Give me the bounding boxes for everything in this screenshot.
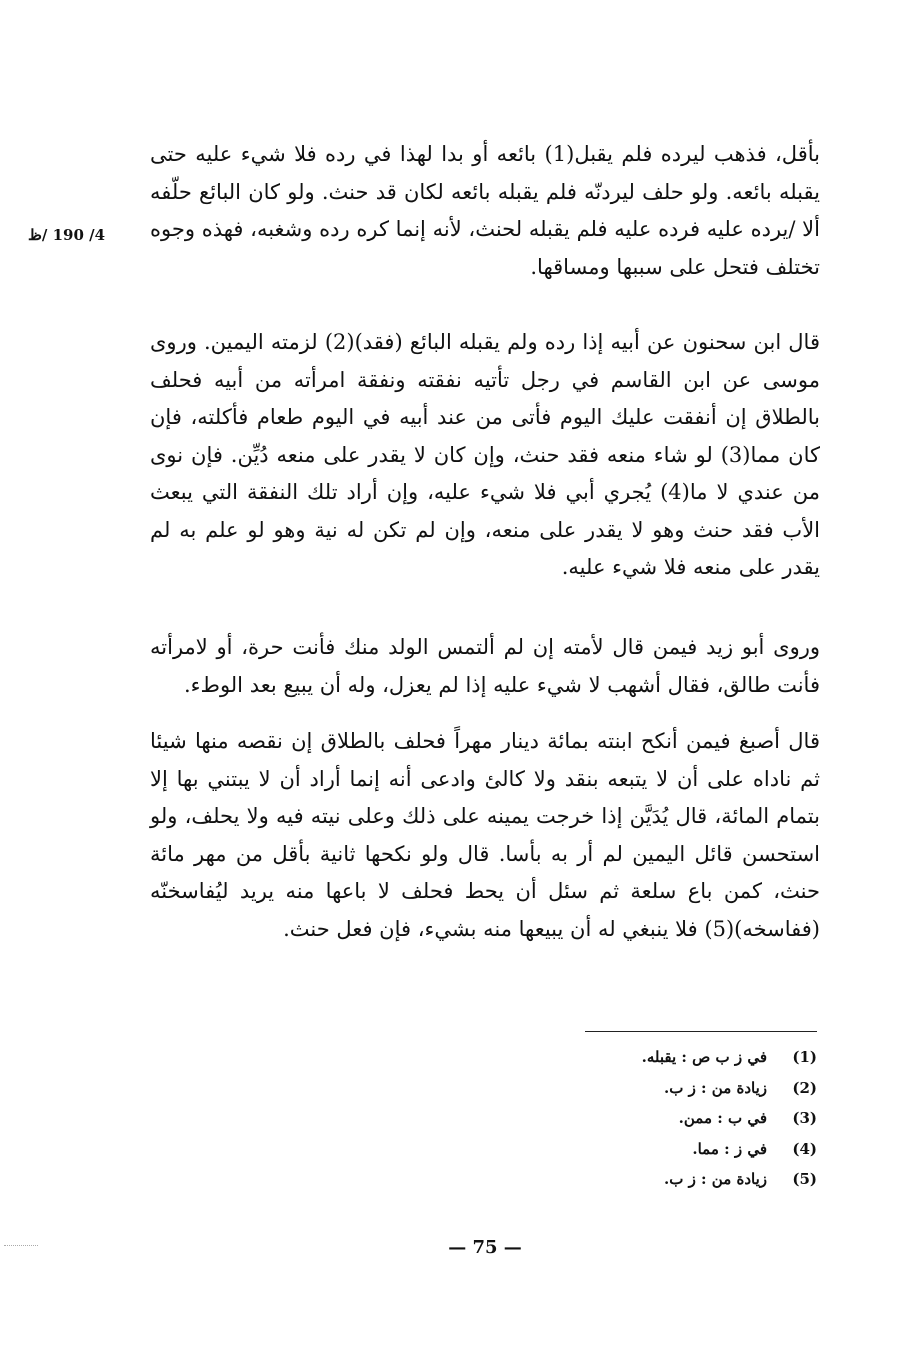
paragraph-1: [150, 136, 820, 286]
footnote-number: (4): [792, 1139, 817, 1158]
footnote: [520, 1164, 817, 1195]
paragraph-text: قال أصبغ فيمن أنكح ابنته بمائة دينار مهراً فحلف بالطلاق إن نقصه منها شيئا ثم ناداه على أن لا يتبعه بنقد ولا كالئ وادعى أنه إنما أراد أن لا يبتني بها إلا بتمام المائة، قال يُدَيَّن إذا خرجت يمينه على ذلك وعلى نيته فيه ولا يحلف، ولو استحسن قائل اليمين لم أر به بأسا. قال ولو نكحها ثانية بأقل من مهر مائة حنث، كمن باع سلعة ثم سئل أن يحط فحلف لا باعها منه يريد ليُفاسخنّه (ففاسخه)(5) فلا ينبغي له أن يبيعها منه بشيء، فإن فعل حنث.: [150, 729, 820, 941]
margin-folio-note: 4/ 190 /ظ: [28, 226, 106, 244]
footnote-text: زيادة من : ز ب.: [664, 1170, 767, 1188]
paragraph-3: [150, 629, 820, 704]
footnote-divider: [585, 1031, 817, 1032]
footnote-text: في ز : مما.: [692, 1139, 767, 1158]
footnote: [520, 1103, 817, 1134]
paragraph-2: [150, 324, 820, 587]
footnote-number: (1): [792, 1048, 817, 1066]
paragraph-4: [150, 723, 820, 948]
paragraph-text: بأقل، فذهب ليرده فلم يقبل(1) بائعه أو بدا لهذا في رده فلا شيء عليه حتى يقبله بائعه. ولو حلف ليردنّه فلم يقبله بائعه لكان قد حنث. ولو كان البائع حلّفه ألا /يرده عليه فرده عليه فلم يقبله لحنث، لأنه إنما كره رده وشغبه، فهذه وجوه تختلف فتحل على سببها ومساقها.: [150, 142, 820, 279]
scan-artifact-line: [4, 1245, 38, 1246]
footnote-number: (3): [792, 1109, 817, 1127]
footnote-text: زيادة من : ز ب.: [664, 1078, 767, 1097]
footnote-number: (2): [792, 1078, 817, 1097]
footnote: [520, 1134, 817, 1165]
footnote-number: (5): [792, 1170, 817, 1188]
footnote: [520, 1073, 817, 1104]
footnote-text: في ب : ممن.: [678, 1109, 767, 1127]
paragraph-text: قال ابن سحنون عن أبيه إذا رده ولم يقبله البائع (فقد)(2) لزمته اليمين. وروى موسى عن ابن القاسم في رجل تأتيه نفقته ونفقة امرأته من أبيه فحلف بالطلاق إن أنفقت عليك اليوم فأتى من عند أبيه في اليوم طعام فأكلته، فإن كان مما(3) لو شاء منعه فقد حنث، وإن كان لا يقدر على منعه دُيِّن. فإن نوى من عندي لا ما(4) يُجري أبي فلا شيء عليه، وإن أراد تلك النفقة التي يبعث الأب فقد حنث وهو لا يقدر على منعه، وإن لم تكن له نية وهو لو علم به لم يقدر على منعه فلا شيء عليه.: [150, 330, 820, 579]
footnotes: [520, 1042, 817, 1195]
page-number: — 75 —: [448, 1237, 522, 1258]
footnote: [520, 1042, 817, 1073]
footnote-text: في ز ب ص : يقبله.: [641, 1048, 767, 1066]
paragraph-text: وروى أبو زيد فيمن قال لأمته إن لم ألتمس الولد منك فأنت حرة، أو لامرأته فأنت طالق، فقال أشهب لا شيء عليه إذا لم يعزل، وله أن يبيع بعد الوطء.: [150, 635, 820, 697]
